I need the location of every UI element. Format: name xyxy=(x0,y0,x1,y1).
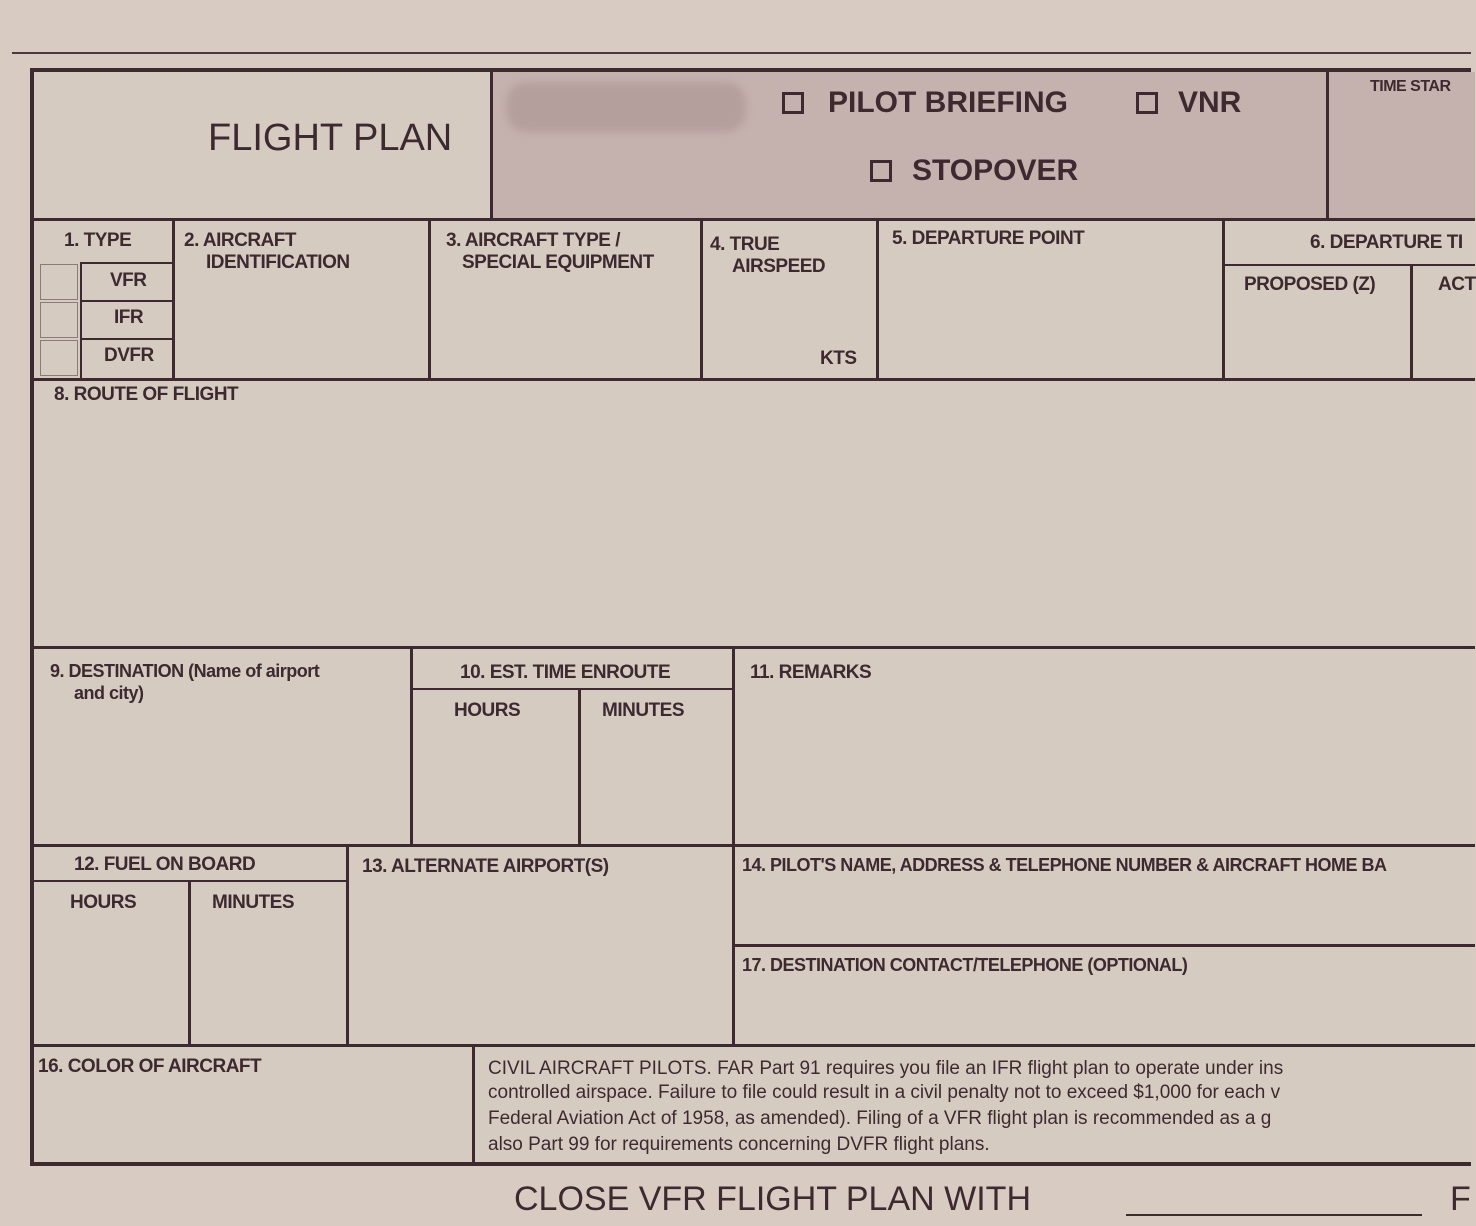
dest-contact-label: 17. DESTINATION CONTACT/TELEPHONE (OPTIONAL) xyxy=(742,955,1188,975)
remarks-label: 11. REMARKS xyxy=(750,662,872,683)
divider xyxy=(732,648,735,1046)
redacted-area xyxy=(506,82,746,132)
airspeed-label-1: 4. TRUE xyxy=(710,234,780,255)
notice-line-1: CIVIL AIRCRAFT PILOTS. FAR Part 91 requires you file an IFR flight plan to operate under ins xyxy=(488,1058,1284,1079)
divider xyxy=(700,220,703,380)
divider xyxy=(80,300,174,302)
time-started-cell xyxy=(1328,72,1475,220)
type-dvfr-box[interactable] xyxy=(40,340,78,376)
top-rule xyxy=(12,52,1471,54)
divider xyxy=(428,220,431,380)
divider xyxy=(80,262,174,264)
divider xyxy=(578,690,581,846)
ete-hours-label: HOURS xyxy=(454,700,521,721)
notice-line-3: Federal Aviation Act of 1958, as amended). Filing of a VFR flight plan is recommended as a g xyxy=(488,1108,1272,1129)
divider xyxy=(1410,266,1413,380)
actual-label: ACT xyxy=(1438,274,1476,295)
flight-plan-form xyxy=(30,68,1476,1166)
divider xyxy=(876,220,879,380)
pilot-briefing-label: PILOT BRIEFING xyxy=(828,86,1068,119)
route-field[interactable] xyxy=(38,410,1468,642)
form-title: FLIGHT PLAN xyxy=(208,117,453,159)
notice-line-2: controlled airspace. Failure to file could result in a civil penalty not to exceed $1,000 for each v xyxy=(488,1082,1281,1103)
divider xyxy=(346,846,349,1046)
departure-time-label: 6. DEPARTURE TI xyxy=(1310,232,1463,253)
time-started-label: TIME STAR xyxy=(1370,78,1451,95)
pilot-briefing-checkbox[interactable] xyxy=(782,92,804,114)
divider xyxy=(1224,264,1475,266)
vnr-checkbox[interactable] xyxy=(1136,92,1158,114)
close-vfr-blank-line xyxy=(1126,1214,1422,1216)
type-ifr-label: IFR xyxy=(114,307,144,328)
title-cell xyxy=(34,72,492,220)
type-vfr-box[interactable] xyxy=(40,264,78,300)
ete-minutes-label: MINUTES xyxy=(602,700,684,721)
footer-trailing-text: F xyxy=(1450,1180,1471,1218)
divider xyxy=(1326,72,1329,220)
header-shaded-area xyxy=(492,72,1328,220)
divider xyxy=(34,844,1475,847)
stopover-label: STOPOVER xyxy=(912,154,1079,187)
route-label: 8. ROUTE OF FLIGHT xyxy=(54,384,239,405)
alternate-label: 13. ALTERNATE AIRPORT(S) xyxy=(362,856,609,877)
divider xyxy=(80,338,174,340)
divider xyxy=(188,882,191,1046)
divider xyxy=(34,1044,1475,1047)
notice-line-4: also Part 99 for requirements concerning DVFR flight plans. xyxy=(488,1134,990,1155)
pilot-info-label: 14. PILOT'S NAME, ADDRESS & TELEPHONE NUMBER & AIRCRAFT HOME BA xyxy=(742,855,1387,875)
close-vfr-text: CLOSE VFR FLIGHT PLAN WITH xyxy=(514,1180,1032,1218)
aircraft-id-label-1: 2. AIRCRAFT xyxy=(184,230,297,251)
type-vfr-label: VFR xyxy=(110,270,147,291)
color-label: 16. COLOR OF AIRCRAFT xyxy=(38,1056,262,1077)
type-ifr-box[interactable] xyxy=(40,302,78,338)
divider xyxy=(412,688,732,690)
divider xyxy=(410,648,413,846)
destination-label-2: and city) xyxy=(74,683,144,703)
stopover-checkbox[interactable] xyxy=(870,160,892,182)
proposed-label: PROPOSED (Z) xyxy=(1244,274,1376,295)
fuel-minutes-label: MINUTES xyxy=(212,892,294,913)
ete-label: 10. EST. TIME ENROUTE xyxy=(460,662,671,683)
airspeed-unit: KTS xyxy=(820,348,857,369)
divider xyxy=(34,378,1475,381)
airspeed-label-2: AIRSPEED xyxy=(732,256,826,277)
divider xyxy=(34,646,1475,649)
type-label: 1. TYPE xyxy=(64,230,132,251)
fuel-label: 12. FUEL ON BOARD xyxy=(74,854,256,875)
type-dvfr-label: DVFR xyxy=(104,345,154,366)
aircraft-id-label-2: IDENTIFICATION xyxy=(206,252,350,273)
aircraft-type-label-2: SPECIAL EQUIPMENT xyxy=(462,252,654,273)
divider xyxy=(472,1046,475,1166)
aircraft-type-label-1: 3. AIRCRAFT TYPE / xyxy=(446,230,620,251)
destination-label-1: 9. DESTINATION (Name of airport xyxy=(50,661,320,681)
fuel-hours-label: HOURS xyxy=(70,892,137,913)
vnr-label: VNR xyxy=(1178,86,1242,119)
divider xyxy=(734,944,1475,947)
divider xyxy=(80,262,82,380)
divider xyxy=(1222,220,1225,380)
divider xyxy=(490,72,493,220)
divider xyxy=(34,218,1475,221)
departure-point-label: 5. DEPARTURE POINT xyxy=(892,228,1085,249)
